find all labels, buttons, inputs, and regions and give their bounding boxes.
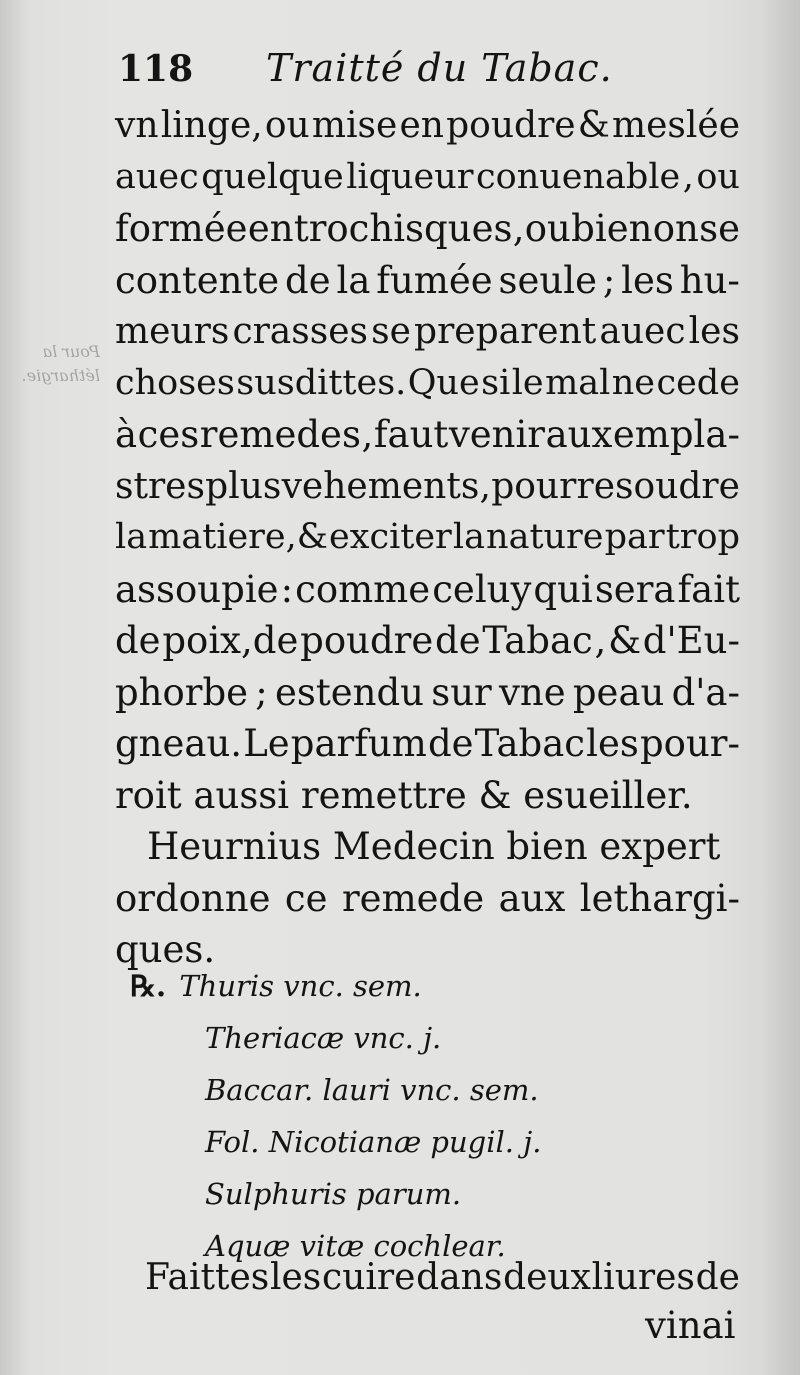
recipe <box>130 960 630 1272</box>
margin-note <box>10 340 100 420</box>
margin-note-line: Pour la <box>42 342 100 361</box>
text-line: choses susdittes. Que si le mal ne cede <box>115 362 740 403</box>
text-line: ques. <box>115 928 216 971</box>
page-number: 118 <box>118 48 194 90</box>
text-line: formée en trochisques , ou bien on se <box>115 207 740 250</box>
text-line: roit aussi remettre & esueiller. <box>115 773 693 817</box>
text-line: vn linge, ou mise en poudre & meslée <box>115 105 740 146</box>
main-text <box>115 100 740 976</box>
page-header <box>118 40 738 100</box>
text-line: stres plus vehements , pour resoudre <box>115 465 740 507</box>
recipe-symbol: ℞. <box>130 969 167 1003</box>
text-line: gneau. Le parfum de Tabac les pour- <box>115 722 740 765</box>
recipe-item <box>130 960 630 1012</box>
closing-text <box>145 1252 740 1304</box>
text-line: Heurnius Medecin bien expert <box>147 825 721 868</box>
text-line: ordonne ce remede aux lethargi- <box>115 876 740 920</box>
running-title: Traitté du Tabac. <box>266 46 613 90</box>
text-line: contente de la fumée seule ; les hu- <box>115 258 740 302</box>
recipe-item: Theriacæ vnc. j. <box>205 1021 442 1055</box>
recipe-item: Fol. Nicotianæ pugil. j. <box>205 1125 542 1159</box>
text-line: phorbe ; estendu sur vne peau d'a- <box>115 670 740 714</box>
text-line: meurs crasses se preparent auec les <box>115 311 740 352</box>
recipe-item: Sulphuris parum. <box>205 1177 462 1211</box>
text-line: Faittes les cuire dans deux liures de <box>145 1257 740 1298</box>
text-line: assoupie : comme celuy qui sera fait <box>115 567 740 611</box>
page-edge-shadow <box>760 0 800 1375</box>
text-line: la matiere,& exciter la nature par trop <box>115 517 740 557</box>
recipe-item-text: Thuris vnc. sem. <box>179 969 422 1003</box>
recipe-item: Aquæ vitæ cochlear. <box>205 1229 506 1263</box>
text-line: auec quelque liqueur conuenable , ou <box>115 156 740 197</box>
catchword: vinai <box>645 1304 736 1347</box>
text-line: de poix,de poudre de Tabac , & d'Eu- <box>115 619 740 662</box>
text-line: à ces remedes , faut venir aux empla- <box>115 413 740 456</box>
recipe-item: Baccar. lauri vnc. sem. <box>205 1073 539 1107</box>
margin-note-line: léthargie. <box>21 366 100 385</box>
